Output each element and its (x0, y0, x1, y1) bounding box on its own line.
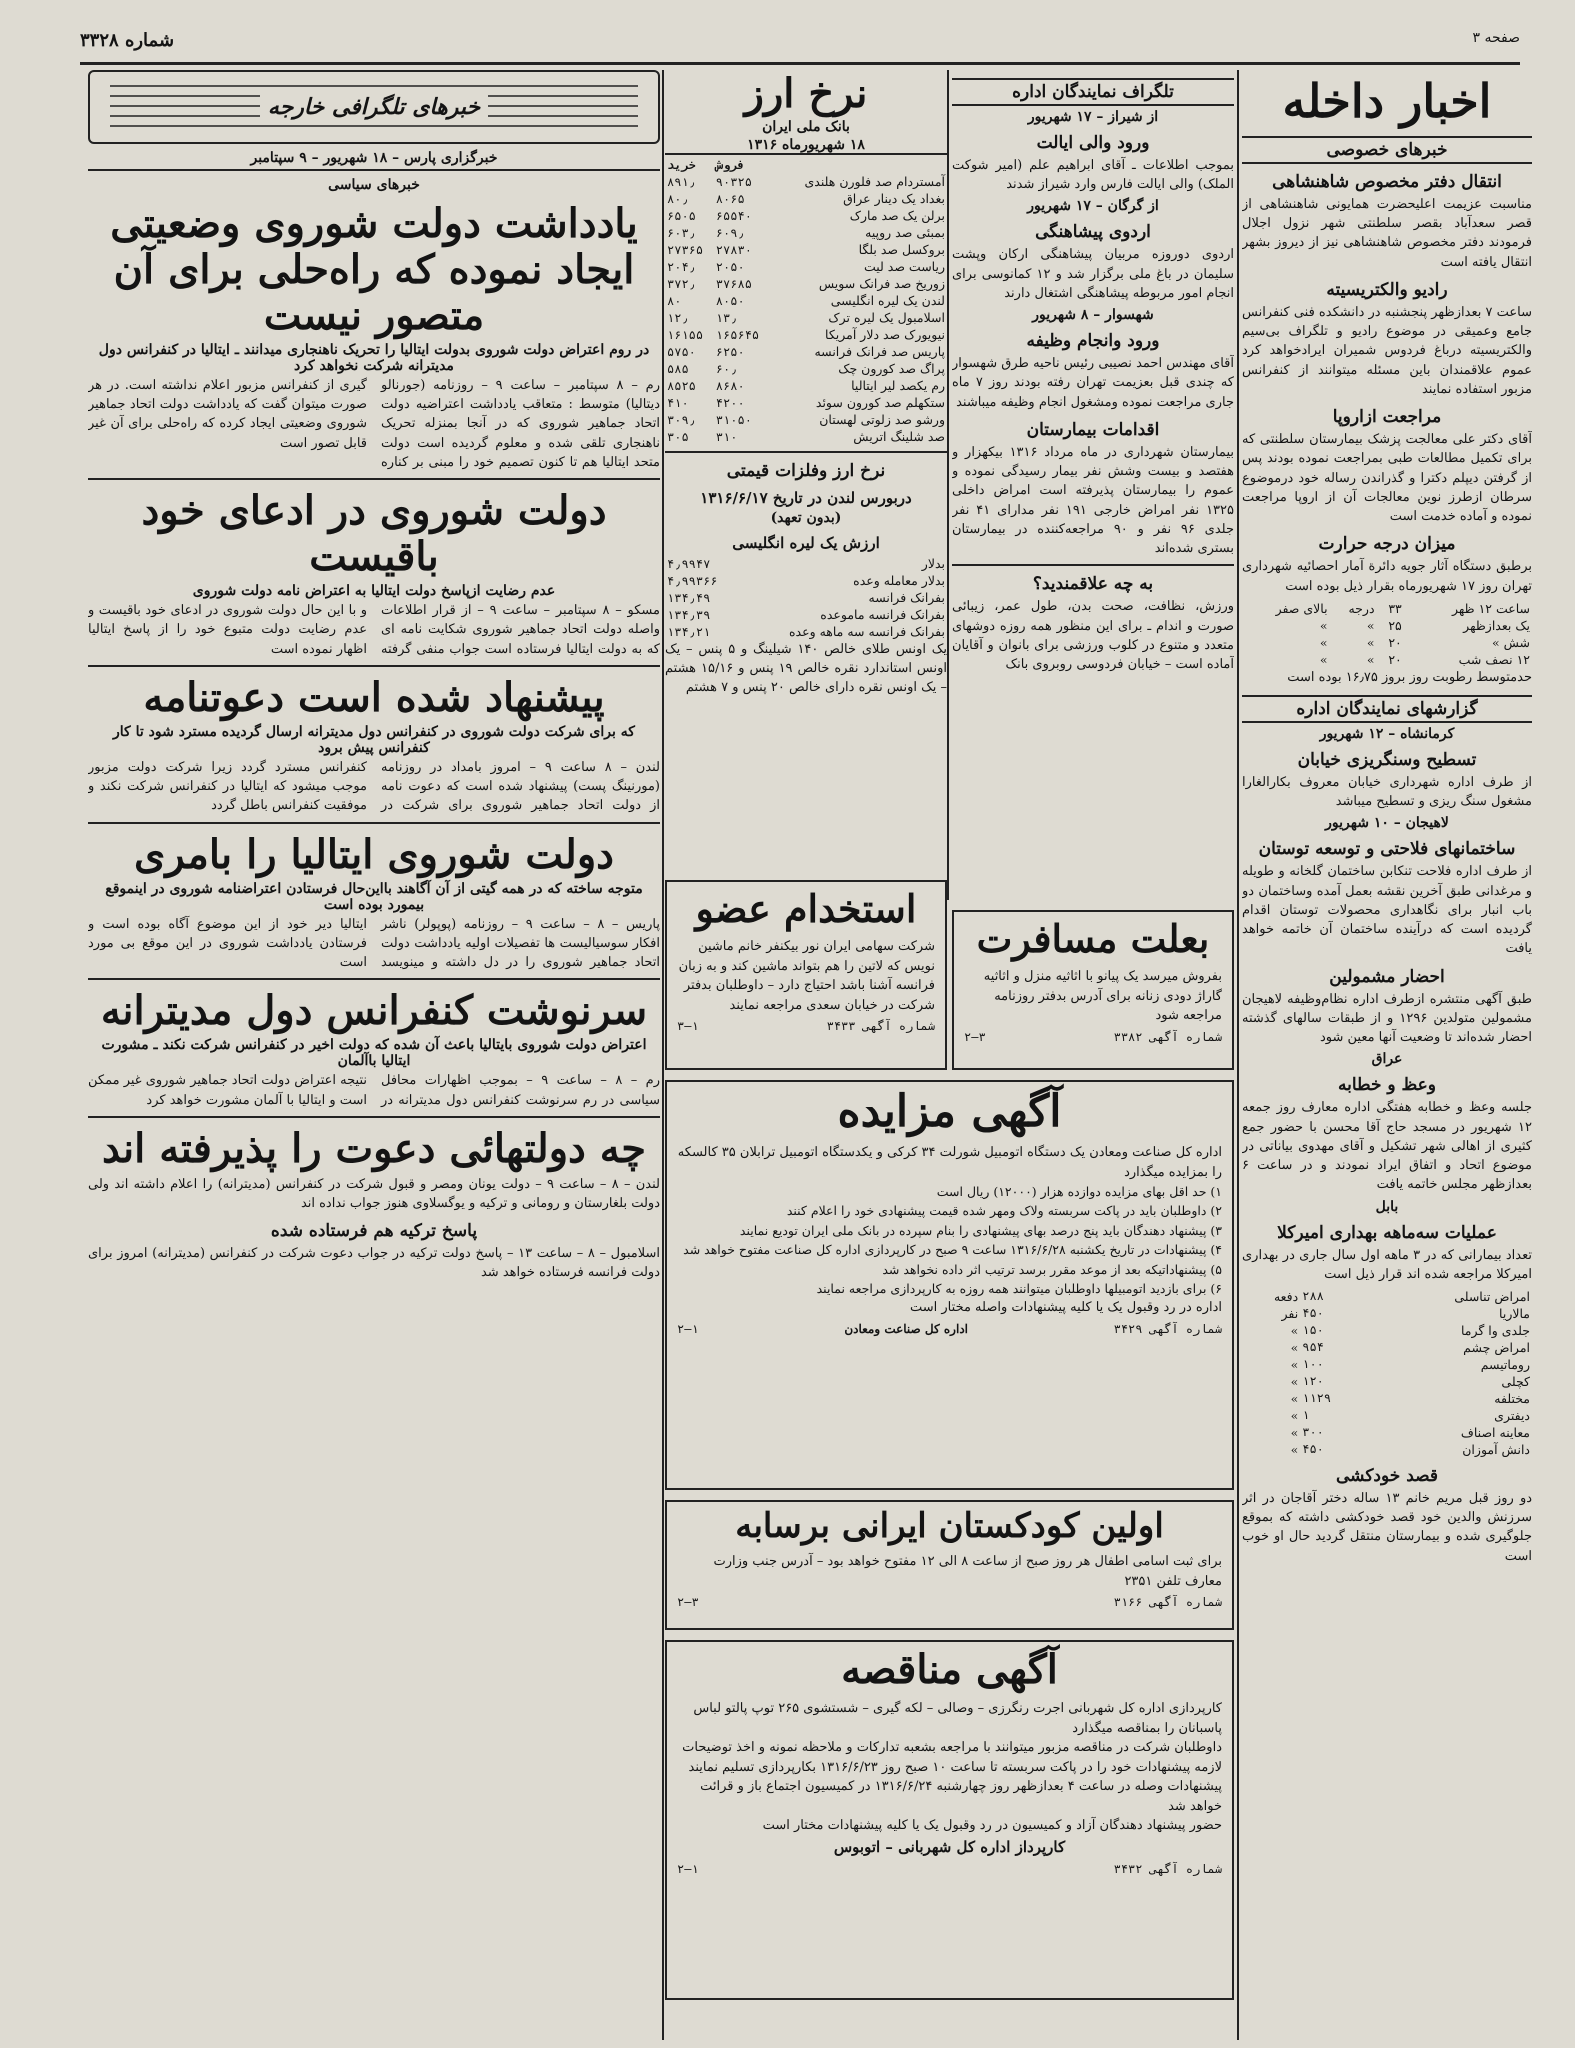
table-row: صد شلینگ اتریش ۳۱۰ ۳۰۵ (667, 429, 945, 444)
table-row: برلن یک صد مارک ۶۵۵۴۰ ۶۵۰۵ (667, 208, 945, 223)
correspondents-column (952, 70, 1234, 900)
dateline: شهسوار – ۸ شهریور (1032, 307, 1154, 324)
article-text: برطبق دستگاه آثار جویه دائرة آمار احصائیه شهرداری تهران روز ۱۷ شهریورماه بقرار ذیل بوده است (1242, 559, 1532, 594)
article-text: اردوی دوروزه مربیان پیشاهنگی ارکان وپشت سلیمان در باغ ملی برگزار شد و ۱۲ کمانوسی برای انجام امور مربوطه پیشاهنگی اشتغال دارند (952, 247, 1234, 301)
headline: دربورس لندن در تاریخ ۱۳۱۶/۶/۱۷ (700, 489, 912, 507)
ad-body: پیشنهادات وصله در ساعت ۴ بعدازظهر روز چهارشنبه ۱۳۱۶/۶/۲۴ در کمیسیون اجتماع باز و قرائت خواهد شد (700, 1779, 1222, 1814)
list-item: ۵) پیشنهاداتیکه بعد از موعد مقرر برسد ترتیب اثر داده نخواهد شد (882, 1261, 1222, 1277)
table-row: آمستردام صد فلورن هلندی ۹۰۳۲۵ ۸۹۱٫ (667, 174, 945, 189)
article-text: دو روز قبل مریم خانم ۱۳ ساله دختر آقاجان در اثر سرزنش والدین خود قصد خودکشی داشته که بموقع جلوگیری شده و بیمارستان منتقل گردید حال او خوب است (1242, 1490, 1532, 1564)
table-row: بغداد یک دینار عراق ۸۰۶۵ ۸۰٫ (667, 191, 945, 206)
ad-title: استخدام عضو (695, 886, 917, 931)
clinic-stats-table (1242, 1288, 1532, 1458)
table-row: جلدی وا گرما ۱۵۰ » (1290, 1322, 1530, 1338)
table-row: ریاست صد لیت ۲۰۵۰ ۲۰۴٫ (667, 259, 945, 274)
headline: دولت شوروی در ادعای خود باقیست (141, 487, 607, 581)
headline: قصد خودکشی (1336, 1465, 1438, 1486)
ad-body: حضور پیشنهاد دهندگان آزاد و کمیسیون در رد وقبول یک یا کلیه پیشنهادات مختار است (762, 1818, 1222, 1833)
dateline: از شیراز – ۱۷ شهریور (1027, 109, 1159, 125)
ad-intro: اداره کل صناعت ومعادن یک دستگاه اتومبیل شورلت ۳۴ کرکی و یکدستگاه اتومبیل ترابلان ۳۵ کالسکه را بمزایده میگذارد (677, 1145, 1222, 1180)
article-text: رم – ۸ سپتامبر – ساعت ۹ – روزنامه (جورنالو دیتالیا) متوسط : متعاقب یادداشت اعتراضیه دولت اتحاد جماهیر شوروی که در آنجا بمنزله تحریک ناهنجاری تلقی شده و معلوم گردیده است دولت متحد ایتالیا هم تا کنون تصمیم خود را مبنی بر کناره گیری از کنفرانس مزبور اعلام نداشته است. در هر صورت میتوان گفت که یادداشت دولت اتحاد جماهیر شوروی وضعیتی ایجاد کرده که راه‌حلی برای آن غیر قابل تصور است (88, 378, 660, 470)
table-row: مالاریا ۴۵۰ نفر (1281, 1305, 1530, 1321)
table-row: شش » ۲۰ » » (1319, 634, 1530, 650)
foreign-news-banner (88, 70, 660, 144)
headline: ساختمانهای فلاحتی و توسعه توستان (1258, 839, 1516, 860)
headline: نرخ ارز وفلزات قیمتی (726, 461, 886, 481)
dateline: از گرگان – ۱۷ شهریور (1027, 198, 1159, 215)
table-row: ساعت ۱۲ ظهر ۳۳ درجه بالای صفر (1275, 600, 1530, 616)
article-text: ساعت ۷ بعدازظهر پنجشنبه در دانشکده فنی کنفرانس جامع وعمیقی در موضوع رادیو و تلگراف بی‌سیم والکتریسیته درباغ فردوس شمیران ایرادخواهد کرد عموم علاقمندان باین مسئله میتوانند از کنفرانس مزبور استفاده نمایند (1242, 304, 1532, 397)
rates-title: نرخ ارز (744, 70, 868, 117)
table-row: پاریس صد فرانک فرانسه ۶۲۵۰ ۵۷۵۰ (667, 344, 945, 359)
headline: چه دولتهائی دعوت را پذیرفته اند (102, 1124, 646, 1172)
ad-travel (952, 910, 1234, 1070)
note: (بدون تعهد) (770, 510, 842, 526)
table-row: بدلار معامله وعده ۴٫۹۹۳۶۶ (667, 573, 945, 588)
ad-code: ۱–۳ (677, 1019, 699, 1033)
headline: مراجعت ازاروپا (1332, 407, 1442, 428)
ad-closing: اداره در رد وقبول یک یا کلیه پیشنهادات واصله مختار است (910, 1300, 1222, 1316)
issue-number: شماره ۳۳۲۸ (80, 30, 175, 51)
article-text: حدمتوسط رطوبت روز بروز ۱۶٫۷۵ بوده است (1287, 669, 1532, 685)
table-row: نیویورک صد دلار آمریکا ۱۶۵۶۴۵ ۱۶۱۵۵ (667, 327, 945, 342)
article-text: از طرف اداره شهرداری خیابان معروف بکارالغارا مشغول سنگ ریزی و تسطیح میباشد (1242, 774, 1532, 810)
list-item: ۶) برای بازدید اتومبیلها داوطلبان میتوانند همه روزه به کارپردازی مراجعه نمایند (816, 1280, 1222, 1296)
headline: اردوی پیشاهنگی (1035, 222, 1151, 243)
article-text: مناسبت عزیمت اعلیحضرت همایونی شاهنشاهی از قصر سعدآباد بقصر سلطنتی شهر نزول اجلال فرمودند دفتر مخصوص شاهنشاهی نیز از دیروز بشهر انتقال یافته است (1242, 197, 1532, 270)
table-row: بفرانک فرانسه ۱۳۴٫۴۹ (667, 590, 945, 605)
ad-tender (665, 1640, 1234, 2000)
article-text: لندن – ۸ ساعت ۹ – امروز بامداد در روزنامه (مورنینگ پست) پیشنهاد شده است که دعوت نامه از دولت اتحاد جماهیر شوروی برای شرکت در کنفرانس مسترد گردد زیرا شرکت دولت مزبور موجب میشود که ایتالیا در کنفرانس شرکت نکند و موفقیت کنفرانس باطل گردد (88, 759, 660, 814)
table-row: رم یکصد لیر ایتالیا ۸۶۸۰ ۸۵۲۵ (667, 378, 945, 393)
rates-table (665, 157, 947, 445)
table-row: امراض تناسلی ۲۸۸ دفعه (1273, 1288, 1530, 1304)
table-row: بمبئی صد روپیه ۶۰۹٫ ۶۰۳٫ (667, 225, 945, 240)
exchange-rates-column (665, 70, 947, 950)
table-row: دانش آموزان ۴۵۰ » (1290, 1441, 1530, 1457)
foreign-news-column (88, 70, 660, 2040)
headline: رادیو والکتریسیته (1326, 279, 1448, 300)
rates-subtitle: بانک ملی ایران (762, 119, 850, 135)
ad-body: داوطلبان شرکت در مناقصه مزبور میتوانند با مراجعه بشعبه تدارکات و ملاحظه نمونه و اخذ توضیحات لازمه پیشنهادات خود را در پاکت سربسته تا ساعت ۱۰ صبح روز ۱۳۱۶/۶/۲۳ بکارپردازی تسلیم نمایند (682, 1740, 1222, 1775)
headline: احضار مشمولین (1329, 966, 1445, 987)
headline: دولت شوروی ایتالیا را بامری (134, 830, 614, 878)
table-row: ستکهلم صد کورون سوئد ۴۲۰۰ ۴۱۰ (667, 395, 945, 410)
ad-title: بعلت مسافرت (976, 916, 1210, 961)
table-row: لندن یک لیره انگلیسی ۸۰۵۰ ۸۰ (667, 293, 945, 308)
masthead (80, 28, 1520, 65)
section-header: خبرهای سیاسی (328, 177, 420, 193)
ad-ref: شماره آگهی ۳۳۸۲ (1113, 1029, 1222, 1044)
article-text: جلسه وعظ و خطابه هفتگی اداره معارف روز جمعه ۱۲ شهریور در مسجد حاج آقا محسن با حضور جمع کثیری از اهالی شهر تشکیل و آقای مهدوی بیاناتی در موضوع اتحاد و اتفاق ایراد نمودند و در ساعت ۶ بعدازظهر مجلس خاتمه یافت (1242, 1100, 1532, 1193)
table-row: معاینه اصناف ۳۰۰ » (1290, 1424, 1530, 1440)
section-header: خبرهای خصوصی (1242, 136, 1532, 164)
agency-line: خبرگزاری پارس – ۱۸ شهریور – ۹ سپتامبر (88, 150, 660, 171)
subheadline: متوجه ساخته که در همه گیتی از آن آگاهند بااین‌حال فرستادن اعتراضنامه شوروی در اینموقع بیمورد بوده است (105, 880, 643, 913)
table-row: دیفتری ۱ » (1290, 1407, 1530, 1423)
dateline: لاهیجان – ۱۰ شهریور (1325, 815, 1449, 832)
dateline: بابل (1375, 1198, 1399, 1215)
table-row: بروکسل صد بلگا ۲۷۸۳۰ ۲۷۳۶۵ (667, 242, 945, 257)
article-text: اسلامبول – ۸ – ساعت ۱۳ – پاسخ دولت ترکیه در جواب دعوت شرکت در کنفرانس (مدیترانه) امروز برای دولت فرانسه فرستاده خواهد شد (88, 1246, 660, 1281)
article-text: آقای مهندس احمد نصیبی رئیس ناحیه طرق شهسوار که چندی قبل بعزیمت تهران رفته بودند روز ۷ ماه جاری مراجعت نموده ومشغول انجام وظیفه میباشند (952, 356, 1234, 410)
rates-date: ۱۸ شهریورماه ۱۳۱۶ (665, 137, 947, 155)
ad-ref: شماره آگهی ۳۴۳۳ (826, 1019, 935, 1033)
article-text: آقای دکتر علی معالجت پزشک بیمارستان سلطنتی که برای تکمیل مطالعات طبی بمراجعت نموده بودند پس از گرفتن دیپلم دکترا و گذراندن رساله خود درموضوع سرطان ازطرز نوین معالجات آن از اروپا مراجعت نموده و آماده خدمت است (1242, 432, 1532, 525)
page-number: صفحه ۳ (1472, 30, 1520, 46)
subheadline: که برای شرکت دولت شوروی در کنفرانس دول مدیترانه ارسال گردیده مسترد شود تا کار کنفرانس پیش برود (113, 723, 635, 756)
headline: ارزش یک لیره انگلیسی (732, 534, 880, 552)
headline: سرنوشت کنفرانس دول مدیترانه (100, 987, 648, 1035)
ad-body: شرکت سهامی ایران نور بیکنفر خانم ماشین نویس که لاتین را هم بتواند ماشین کند و به زبان فرانسه آشنا باشد احتیاج دارد – داوطلبان بدفتر شرکت در خیابان سعدی مراجعه نمایند (678, 939, 935, 1013)
ad-ref: شماره آگهی ۳۴۲۹ (1113, 1321, 1222, 1336)
ad-kindergarten (665, 1500, 1234, 1630)
table-row: ۱۲ نصف شب ۲۰ » » (1319, 651, 1530, 667)
subheadline: عدم رضایت ازپاسخ دولت ایتالیا به اعتراض نامه دولت شوروی (192, 583, 556, 600)
pound-table (665, 555, 947, 640)
ad-body: کارپردازی اداره کل شهربانی اجرت رنگرزی – وصالی – لکه گیری – شستشوی ۲۶۵ توپ پالتو لباس پاسبانان را بمناقصه میگذارد (693, 1701, 1222, 1736)
section-header: گزارشهای نمایندگان اداره (1242, 695, 1532, 723)
ad-code: ۳–۲ (964, 1029, 986, 1044)
ad-ref: شماره آگهی ۳۴۳۲ (1113, 1862, 1222, 1876)
list-item: ۴) پیشنهادات در تاریخ یکشنبه ۱۳۱۶/۶/۲۸ ساعت ۹ صبح در کارپردازی اداره کل صناعت مفتوح خواهد شد (683, 1242, 1222, 1258)
headline: ورود والی ایالت (1036, 133, 1150, 153)
article-text: یک اونس طلای خالص ۱۴۰ شیلینگ و ۵ پنس – یک اونس استاندارد نقره خالص ۱۹ پنس و ۱۵/۱۶ هشتم – یک اونس نقره دارای خالص ۲۰ پنس و ۷ هشتم (665, 642, 947, 696)
section-title: اخبار داخله (1282, 74, 1492, 128)
subheadline: در روم اعتراض دولت شوروی بدولت ایتالیا را تحریک ناهنجاری میدانند ـ ایتالیا در کنفرانس دول مدیترانه شرکت نخواهد کرد (98, 342, 650, 374)
article-text: بیمارستان شهرداری در ماه مرداد ۱۳۱۶ بیکهزار و هفتصد و بیست وشش نفر بیمار رسیدگی نموده و عموم را بیمارستان پذیرفته است امراض داخلی ۱۳۲۵ نفر امراض خارجی ۱۹۱ نفر مدارای ۴۱ نفر جلدی ۹۶ نفر و ۹۰ مراجعه‌کننده در بیمارستان بستری شده‌اند (952, 444, 1234, 557)
table-row: مختلفه ۱۱۲۹ » (1290, 1390, 1530, 1406)
article-text: مسکو – ۸ سپتامبر – ساعت ۹ – از قرار اطلاعات واصله دولت اتحاد جماهیر شوروی شکایت نامه ای که به دولت ایتالیا فرستاده است جواب منفی گرفته و با این حال دولت شوروی در ادعای خود باقیست و عدم رضایت دولت متبوع خود را از پاسخ ایتالیا اظهار نموده است (88, 603, 660, 657)
list-item: ۳) پیشنهاد دهندگان باید پنج درصد بهای پیشنهادی را بنام سپرده در بانک ملی ایران تودیع نمایند (739, 1222, 1222, 1238)
table-row: اسلامبول یک لیره ترک ۱۳٫ ۱۲٫ (667, 310, 945, 325)
section-header: تلگراف نمایندگان اداره (952, 78, 1234, 106)
headline: میزان درجه حرارت (1318, 534, 1456, 555)
headline: پاسخ ترکیه هم فرستاده شده (270, 1221, 478, 1242)
banner-title: خبرهای تلگرافی خارجه (260, 94, 488, 120)
table-row: پراگ صد کورون چک ۶۰٫ ۵۸۵ (667, 361, 945, 376)
temperature-table (1242, 600, 1532, 668)
ad-title: آگهی مزایده (837, 1086, 1062, 1137)
ad-recruitment (665, 880, 947, 1070)
table-row: ورشو صد زلوتی لهستان ۳۱۰۵۰ ۳۰۹٫ (667, 412, 945, 427)
table-row: یک بعدازظهر ۲۵ » » (1319, 617, 1530, 633)
article-text: بموجب اطلاعات ـ آقای ابراهیم علم (امیر شوکت الملک) والی ایالت فارس وارد شیراز شدند (952, 158, 1234, 193)
headline: عملیات سه‌ماهه بهداری امیرکلا (1277, 1222, 1497, 1243)
list-item: ۲) داوطلبان باید در پاکت سربسته ولاک ومهر شده قیمت پیشنهادی خود را اعلام کنند (786, 1203, 1222, 1219)
table-row: بدلار ۴٫۹۹۴۷ (667, 556, 945, 571)
headline: تسطیح وسنگریزی خیابان (1297, 749, 1477, 770)
ad-body: بفروش میرسد یک پیانو با اثاثیه منزل و اثاثیه گاراژ دودی زنانه برای آدرس بدفتر روزنامه مراجعه شود (983, 969, 1222, 1023)
headline: ورود وانجام وظیفه (1026, 331, 1160, 352)
headline: اقدامات بیمارستان (1026, 419, 1160, 440)
article-text: رم – ۸ – ساعت ۹ – بموجب اظهارات محافل سیاسی در رم سرنوشت کنفرانس دول مدیترانه در نتیجه اعتراض دولت اتحاد جماهیر شوروی غیر ممکن است و ایتالیا با آلمان مشورت خواهد کرد (88, 1073, 660, 1108)
headline: انتقال دفتر مخصوص شاهنشاهی (1272, 172, 1502, 192)
headline: پیشنهاد شده است دعوتنامه (143, 673, 605, 721)
article-text: از طرف اداره فلاحت تنکابن ساختمان گلخانه و طویله و مرغدانی طبق آخرین نقشه بعمل آمده وساختمان دو باب انبار برای نگاهداری محصولات توستان اقدام گردیده است که درآینده ساختمان آن خاتمه خواهد یافت (1242, 864, 1532, 957)
table-row: بفرانک فرانسه سه ماهه وعده ۱۳۴٫۲۱ (667, 624, 945, 639)
table-row: زوریخ صد فرانک سویس ۳۷۶۸۵ ۳۷۲٫ (667, 276, 945, 291)
ad-ref: شماره آگهی ۳۱۶۶ (1113, 1595, 1222, 1609)
table-row: امراض چشم ۹۵۴ » (1290, 1339, 1530, 1355)
headline: به چه علاقمندید؟ (1032, 574, 1154, 595)
table-header: فروش خرید (667, 158, 745, 172)
headline: وعظ و خطابه (1337, 1075, 1436, 1096)
list-item: ۱) حد اقل بهای مزایده دوازده هزار (۱۲۰۰۰) ریال است (936, 1184, 1222, 1199)
article-text: ورزش، نظافت، صحت بدن، طول عمر، زیبائی صورت و اندام ـ برای این منظور همه روزه دوشهای متعدد و متنوع در کلوب ورزشی برای بانوان و آقایان آماده است – خیابان فردوسی روبروی بانک (952, 599, 1234, 672)
ad-title: اولین کودکستان ایرانی برسابه (735, 1506, 1164, 1546)
ad-org: اداره کل صناعت ومعادن (844, 1321, 968, 1336)
table-row: بفرانک فرانسه ماموعده ۱۳۴٫۳۹ (667, 607, 945, 622)
ad-code: ۳–۲ (677, 1595, 699, 1609)
headline: یادداشت دولت شوروی وضعیتی ایجاد نموده که راه‌حلی برای آن متصور نیست (110, 200, 638, 339)
ad-auction (665, 1080, 1234, 1490)
article-text: پاریس – ۸ – ساعت ۹ – روزنامه (پوپولر) ناشر افکار سوسیالیست ها تفصیلات اولیه یادداشت دولت اتحاد جماهیر شوروی را در دل داشته و مینویسد ایتالیا دیر خود از این موضوع آگاه بوده است و فرستادن یادداشت شوروی در این موقع بی مورد است (88, 916, 660, 971)
dateline: عراق (1371, 1051, 1403, 1068)
ad-body: برای ثبت اسامی اطفال هر روز صبح از ساعت ۸ الی ۱۲ مفتوح خواهد بود – آدرس جنب وزارت معارف تلفن ۲۳۵۱ (713, 1554, 1222, 1589)
ad-title: آگهی مناقصه (841, 1646, 1058, 1693)
article-text: لندن – ۸ – ساعت ۹ – دولت یونان ومصر و قبول شرکت در کنفرانس (مدیترانه) را اعلام داشته اند ولی دولت بلغارستان و رومانی و ترکیه و یوگسلاوی هنوز جواب نداده اند (88, 1176, 660, 1211)
ad-code: ۱–۲ (677, 1321, 699, 1336)
dateline: کرمانشاه – ۱۲ شهریور (1319, 725, 1455, 742)
table-row: کچلی ۱۲۰ » (1290, 1373, 1530, 1389)
domestic-news-column (1242, 70, 1532, 2040)
article-text: طبق آگهی منتشره ازطرف اداره نظام‌وظیفه لاهیجان مشمولین متولدین ۱۲۹۶ و از طبقات سالهای گذشته احضار شده‌اند تا وضعیت آنها معین شود (1242, 991, 1532, 1046)
ad-org: کارپرداز اداره کل شهربانی – اتوبوس (833, 1837, 1066, 1856)
ad-code: ۱–۲ (677, 1862, 699, 1876)
article-text: تعداد بیمارانی که در ۳ ماهه اول سال جاری در بهداری امیرکلا مراجعه شده اند قرار ذیل است (1242, 1247, 1532, 1282)
table-row: روماتیسم ۱۰۰ » (1290, 1356, 1530, 1372)
subheadline: اعتراض دولت شوروی بایتالیا باعث آن شده که دولت اخیر در کنفرانس شرکت نکند ـ مشورت ایتالیا باآلمان (101, 1037, 647, 1070)
